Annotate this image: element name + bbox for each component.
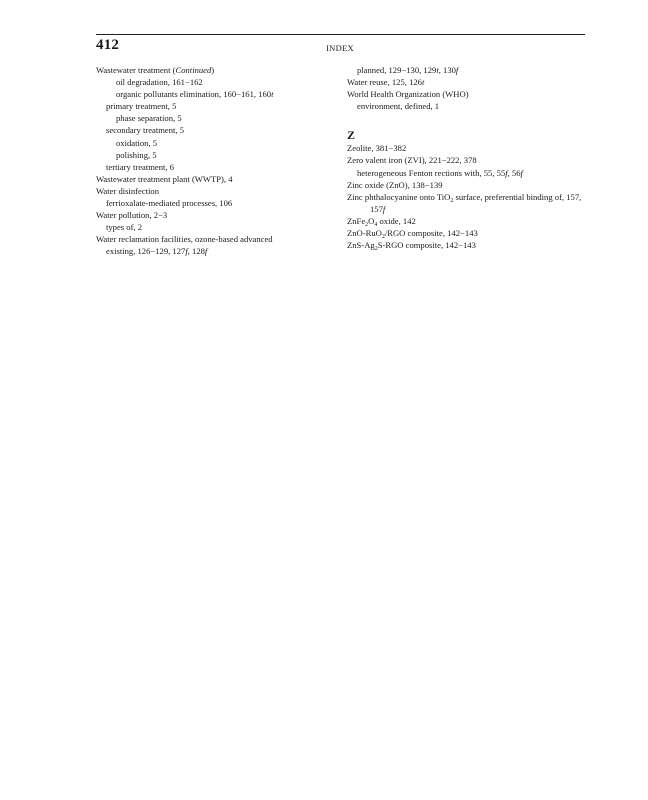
index-subentry: existing, 126−129, 127f, 128f — [106, 246, 208, 257]
page-number: 412 — [96, 37, 120, 53]
index-entry: ZnO-RuO$_2$/RGO composite, 142−143 — [347, 228, 478, 241]
index-subentry: primary treatment, 5 — [106, 101, 177, 112]
running-head: INDEX — [326, 43, 354, 53]
index-column-left — [96, 64, 328, 258]
index-subentry: organic pollutants elimination, 160−161, 160t — [116, 89, 274, 100]
section-letter-z: Z — [347, 128, 356, 143]
index-subentry: ferrioxalate-mediated processes, 106 — [106, 198, 233, 209]
index-entry: Zinc phthalocyanine onto TiO$_2$ surface, preferential binding of, 157, 157f — [347, 191, 582, 214]
index-subentry: secondary treatment, 5 — [106, 125, 185, 136]
index-entry: Water reclamation facilities, ozone-based advanced — [96, 234, 273, 245]
header-rule — [96, 34, 585, 35]
index-subentry: types of, 2 — [106, 222, 143, 233]
index-entry: World Health Organization (WHO) — [347, 89, 469, 100]
index-entry: Water disinfection — [96, 185, 160, 196]
index-entry: Water reuse, 125, 126t — [347, 77, 425, 88]
index-subentry: phase separation, 5 — [116, 113, 182, 124]
index-subentry: oxidation, 5 — [116, 137, 158, 148]
index-entry: Zeolite, 381−382 — [347, 143, 407, 154]
index-entry: Wastewater treatment (Continued) — [96, 65, 215, 75]
index-entry: ZnS-$Ag_2S$-RGO composite, 142−143 — [347, 240, 476, 253]
index-subentry: planned, 129−130, 129t, 130f — [357, 65, 459, 75]
index-entry: Wastewater treatment plant (WWTP), 4 — [96, 173, 233, 184]
index-subentry: heterogeneous Fenton rections with, 55, 55f, 56f — [357, 167, 523, 178]
index-column-right — [347, 64, 587, 251]
index-entry: $ZnFe_2O_4$ oxide, 142 — [347, 215, 416, 228]
index-subentry: polishing, 5 — [116, 149, 157, 160]
index-entry: Water pollution, 2−3 — [96, 210, 168, 221]
index-subentry: tertiary treatment, 6 — [106, 161, 175, 172]
index-subentry: oil degradation, 161−162 — [116, 77, 203, 88]
index-subentry: environment, defined, 1 — [357, 101, 440, 112]
index-entry: Zinc oxide (ZnO), 138−139 — [347, 179, 443, 190]
index-entry: Zero valent iron (ZVI), 221−222, 378 — [347, 155, 477, 166]
